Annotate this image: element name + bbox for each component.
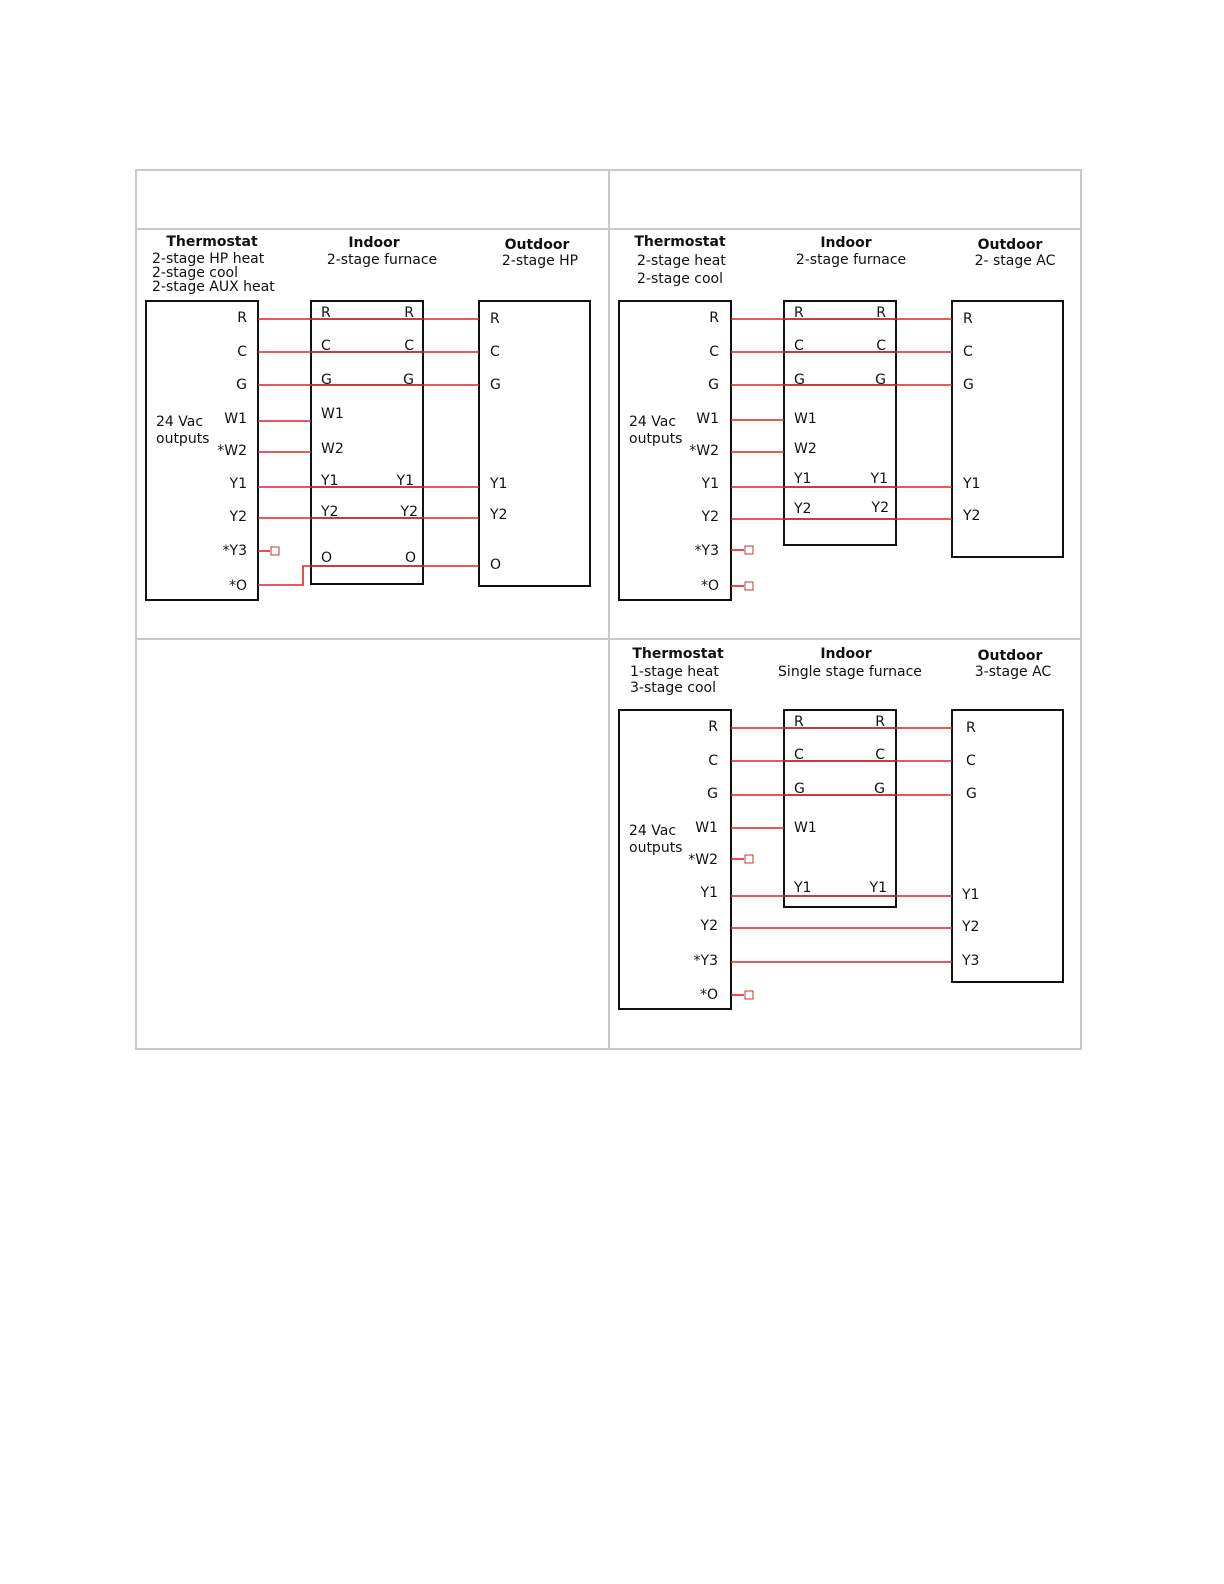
d1-y3-open-terminal <box>271 547 279 555</box>
diagram-1 <box>146 234 590 600</box>
d2-outdoor-term-g: G <box>963 377 974 393</box>
d2-tstat-term-w1: W1 <box>696 411 719 427</box>
d2-thermostat-line-1: 2-stage heat <box>637 253 726 269</box>
d3-indoor-term-r-right: R <box>875 714 885 730</box>
d3-w2-open-terminal <box>745 855 753 863</box>
d1-thermostat-line-1: 2-stage HP heat <box>152 251 265 267</box>
d2-vac-label-1: 24 Vac <box>629 414 677 430</box>
d3-tstat-term-y1: Y1 <box>700 885 718 901</box>
d1-outdoor-title: Outdoor <box>504 237 570 253</box>
d2-outdoor-subtitle: 2- stage AC <box>974 253 1056 269</box>
d3-outdoor-box <box>952 710 1063 982</box>
d1-indoor-term-g-right: G <box>403 372 414 388</box>
d2-indoor-subtitle: 2-stage furnace <box>795 252 907 268</box>
d2-indoor-term-c-left: C <box>794 338 804 354</box>
d1-tstat-term-c: C <box>237 344 247 360</box>
d2-tstat-term-w2: *W2 <box>689 443 719 459</box>
diagram-2 <box>619 234 1063 600</box>
d3-tstat-term-o: *O <box>699 987 718 1003</box>
d2-indoor-term-y1-left: Y1 <box>794 471 812 487</box>
d2-tstat-term-g: G <box>708 377 719 393</box>
d1-wires <box>258 319 479 585</box>
d1-indoor-term-o-left: O <box>321 550 333 566</box>
d3-thermostat-title: Thermostat <box>632 646 724 662</box>
d3-thermostat-line-2: 3-stage cool <box>630 680 716 696</box>
d1-thermostat-line-2: 2-stage cool <box>152 265 238 281</box>
d1-outdoor-term-y2: Y2 <box>490 507 508 523</box>
d1-tstat-term-r: R <box>237 310 247 326</box>
d1-indoor-term-y2-left: Y2 <box>321 504 339 520</box>
d1-outdoor-subtitle: 2-stage HP <box>501 253 579 269</box>
d2-outdoor-term-y1: Y1 <box>963 476 981 492</box>
d1-tstat-term-y1: Y1 <box>229 476 247 492</box>
table-frame <box>136 170 1081 1049</box>
d3-indoor-term-r-left: R <box>794 714 804 730</box>
d3-outdoor-term-y3: Y3 <box>962 953 980 969</box>
d2-thermostat-line-2: 2-stage cool <box>637 271 723 287</box>
d3-indoor-term-c-right: C <box>875 747 885 763</box>
d2-indoor-term-w2: W2 <box>794 441 817 457</box>
d2-indoor-term-r-right: R <box>876 305 886 321</box>
d3-indoor-title: Indoor <box>820 646 872 662</box>
d2-indoor-term-g-left: G <box>794 372 805 388</box>
d2-outdoor-term-y2: Y2 <box>963 508 981 524</box>
d1-thermostat-title: Thermostat <box>166 234 258 250</box>
d2-indoor-term-g-right: G <box>875 372 886 388</box>
d1-tstat-term-g: G <box>236 377 247 393</box>
d3-tstat-term-c: C <box>708 753 718 769</box>
d3-vac-label-2: outputs <box>629 840 683 856</box>
d2-tstat-term-y3: *Y3 <box>694 543 719 559</box>
d3-outdoor-term-y1: Y1 <box>962 887 980 903</box>
d1-indoor-term-c-right: C <box>404 338 414 354</box>
d1-indoor-term-w1: W1 <box>321 406 344 422</box>
d3-wires <box>731 728 952 999</box>
d3-outdoor-subtitle: 3-stage AC <box>974 664 1052 680</box>
d2-outdoor-term-c: C <box>963 344 973 360</box>
d1-tstat-term-w2: *W2 <box>217 443 247 459</box>
d3-indoor-term-g-right: G <box>874 781 885 797</box>
d1-indoor-subtitle: 2-stage furnace <box>326 252 438 268</box>
d3-outdoor-term-g: G <box>966 786 977 802</box>
d3-indoor-term-c-left: C <box>794 747 804 763</box>
d1-outdoor-term-g: G <box>490 377 501 393</box>
d2-tstat-term-c: C <box>709 344 719 360</box>
d2-indoor-title: Indoor <box>820 235 872 251</box>
d2-outdoor-title: Outdoor <box>977 237 1043 253</box>
d3-indoor-subtitle: Single stage furnace <box>778 664 922 680</box>
d1-outdoor-term-o: O <box>490 557 502 573</box>
d1-vac-label-2: outputs <box>156 431 210 447</box>
d3-vac-label-1: 24 Vac <box>629 823 677 839</box>
d3-tstat-term-y3: *Y3 <box>693 953 718 969</box>
d1-outdoor-term-y1: Y1 <box>490 476 508 492</box>
d1-indoor-term-o-right: O <box>404 550 416 566</box>
d2-y3-open-terminal <box>745 546 753 554</box>
d3-indoor-term-y1-left: Y1 <box>794 880 812 896</box>
d3-outdoor-term-y2: Y2 <box>962 919 980 935</box>
d2-tstat-term-o: *O <box>700 578 719 594</box>
d1-outdoor-term-c: C <box>490 344 500 360</box>
d1-outdoor-term-r: R <box>490 311 500 327</box>
d3-thermostat-line-1: 1-stage heat <box>630 664 719 680</box>
d3-indoor-term-y1-right: Y1 <box>869 880 887 896</box>
d1-vac-label-1: 24 Vac <box>156 414 204 430</box>
d1-indoor-term-y1-left: Y1 <box>321 473 339 489</box>
d2-indoor-term-c-right: C <box>876 338 886 354</box>
d2-tstat-term-y1: Y1 <box>701 476 719 492</box>
d1-indoor-term-g-left: G <box>321 372 332 388</box>
d3-tstat-term-y2: Y2 <box>700 918 718 934</box>
diagram-3 <box>619 646 1063 1009</box>
d1-indoor-term-r-right: R <box>404 305 414 321</box>
d3-indoor-term-g-left: G <box>794 781 805 797</box>
d2-tstat-term-r: R <box>709 310 719 326</box>
d1-indoor-term-r-left: R <box>321 305 331 321</box>
d1-tstat-term-w1: W1 <box>224 411 247 427</box>
d3-indoor-box <box>784 710 896 907</box>
d3-outdoor-term-c: C <box>966 753 976 769</box>
d1-indoor-term-w2: W2 <box>321 441 344 457</box>
d1-indoor-title: Indoor <box>348 235 400 251</box>
d3-tstat-term-w2: *W2 <box>688 852 718 868</box>
d1-tstat-term-o: *O <box>228 578 247 594</box>
d1-wire-o <box>258 566 479 585</box>
d2-tstat-term-y2: Y2 <box>701 509 719 525</box>
d3-indoor-term-w1: W1 <box>794 820 817 836</box>
d1-tstat-term-y3: *Y3 <box>222 543 247 559</box>
d1-indoor-term-c-left: C <box>321 338 331 354</box>
d3-tstat-term-w1: W1 <box>695 820 718 836</box>
d2-outdoor-term-r: R <box>963 311 973 327</box>
d2-indoor-term-y2-right: Y2 <box>871 500 889 516</box>
d2-wires <box>731 319 952 590</box>
d3-tstat-term-g: G <box>707 786 718 802</box>
d3-outdoor-term-r: R <box>966 720 976 736</box>
d2-indoor-term-w1: W1 <box>794 411 817 427</box>
d2-indoor-term-r-left: R <box>794 305 804 321</box>
d1-tstat-term-y2: Y2 <box>229 509 247 525</box>
d2-indoor-term-y1-right: Y1 <box>870 471 888 487</box>
d1-thermostat-line-3: 2-stage AUX heat <box>152 279 275 295</box>
d3-outdoor-title: Outdoor <box>977 648 1043 664</box>
d2-indoor-term-y2-left: Y2 <box>794 501 812 517</box>
d2-thermostat-title: Thermostat <box>634 234 726 250</box>
d1-indoor-term-y1-right: Y1 <box>396 473 414 489</box>
d3-tstat-term-r: R <box>708 719 718 735</box>
d1-indoor-term-y2-right: Y2 <box>400 504 418 520</box>
d3-o-open-terminal <box>745 991 753 999</box>
d2-o-open-terminal <box>745 582 753 590</box>
d2-vac-label-2: outputs <box>629 431 683 447</box>
